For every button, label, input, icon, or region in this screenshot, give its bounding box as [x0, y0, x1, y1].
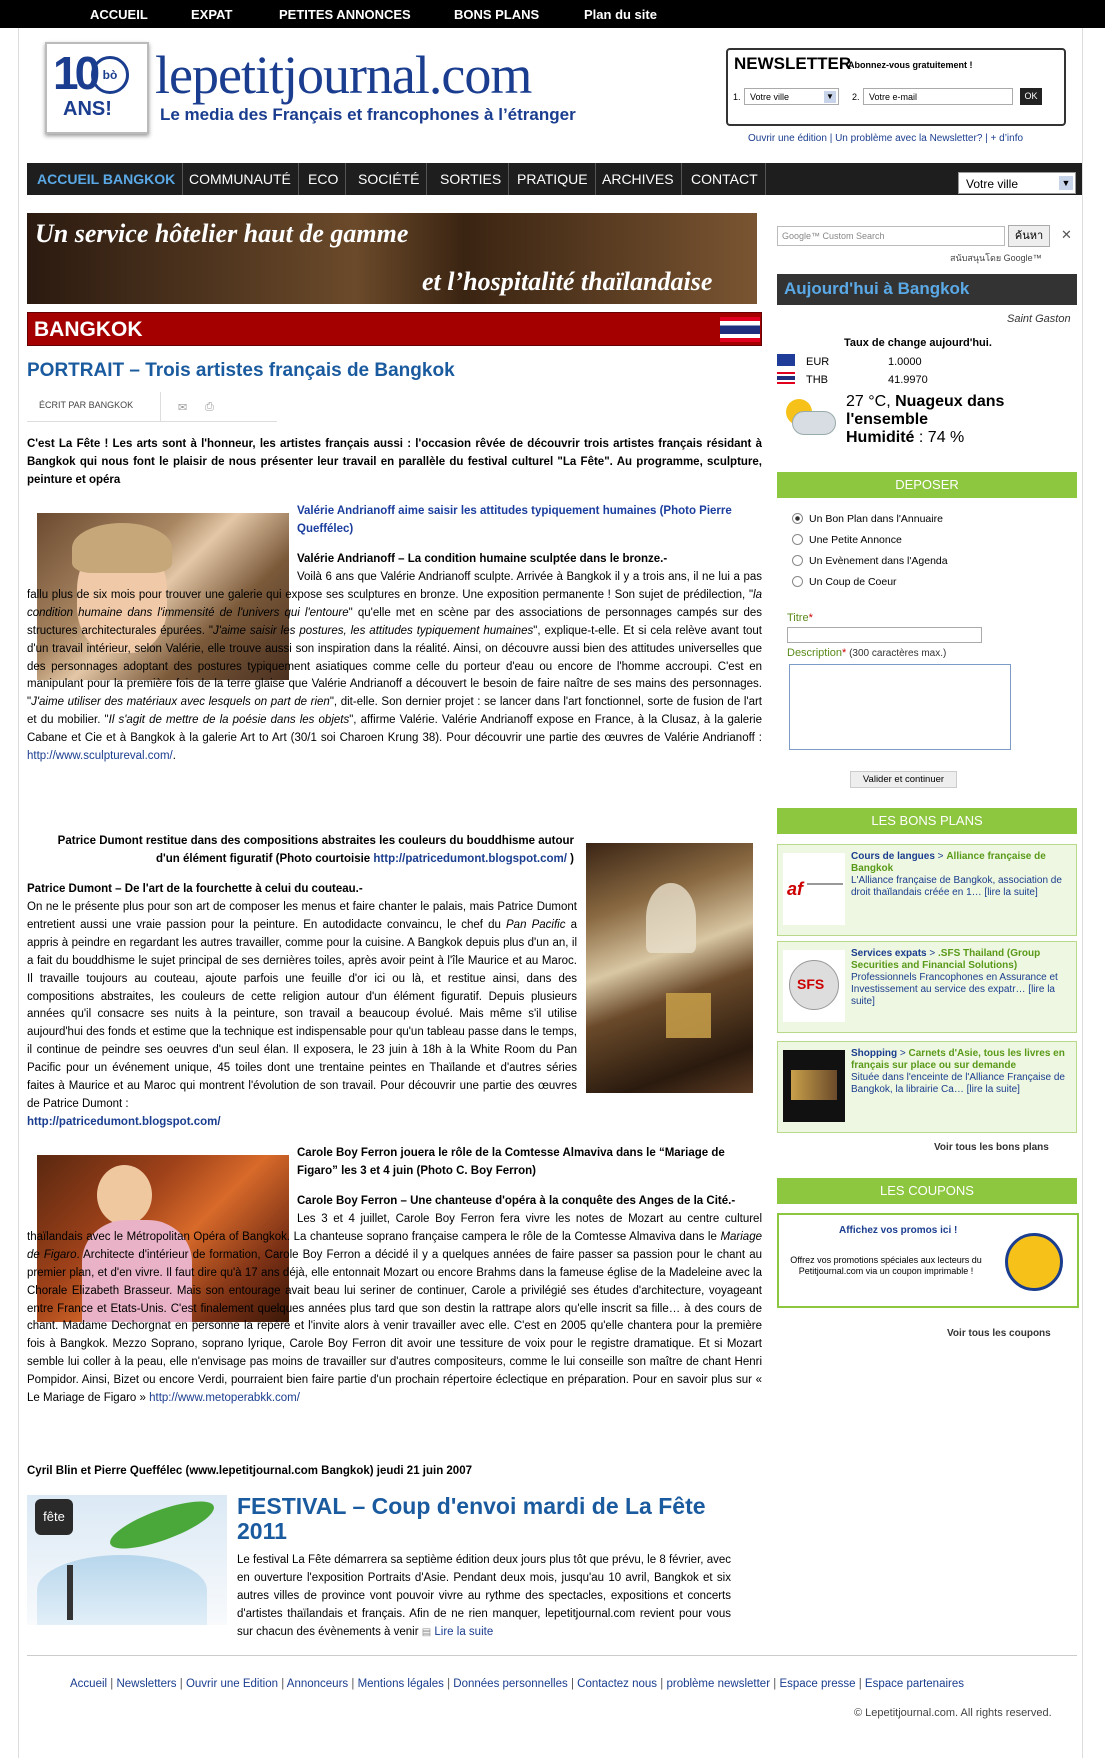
coupon-title: Affichez vos promos ici !	[839, 1225, 958, 1236]
description-hint: (300 caractères max.)	[846, 648, 947, 659]
footer-espace-partenaires[interactable]: Espace partenaires	[864, 1678, 965, 1690]
radio-bon-plan-label: Un Bon Plan dans l'Annuaire	[809, 513, 943, 525]
nav-communaute[interactable]: COMMUNAUTÉ	[182, 163, 299, 195]
thai-flag-icon	[777, 372, 795, 384]
site-tagline: Le media des Français et francophones à l’étranger	[160, 105, 576, 124]
titre-field[interactable]	[787, 627, 982, 643]
body-patrice	[27, 899, 577, 1114]
description-required-mark: *	[842, 647, 847, 659]
caption-patrice	[37, 833, 574, 869]
humidity-label: Humidité	[846, 429, 915, 446]
bon-plan-desc[interactable]: L'Alliance française de Bangkok, association de droit thaïlandais créée en 1… [lire la suite]	[851, 875, 1062, 898]
body-valerie-text-4: ", dit-elle. Son dernier projet : se lancer dans l'art fonctionnel, sorte de fusion de l'art et du mobilier. "	[27, 696, 763, 727]
bon-plan-name[interactable]: .SFS Thailand (Group Securities and Financial Solutions)	[851, 948, 1041, 971]
af-logo-text: af	[787, 879, 804, 899]
print-icon[interactable]: ⎙	[205, 401, 214, 413]
bon-plan-text	[851, 851, 1073, 899]
nav-eco[interactable]: ECO	[301, 163, 346, 195]
body-patrice-text-1: On ne le présente plus pour son art de composer les menus et faire chanter le palais, mais Patrice Dumont entretient aussi une vraie passion pour la peinture. En autodidacte convaincu, le chef du	[27, 901, 577, 931]
newsletter-ok-button[interactable]: OK	[1020, 88, 1042, 105]
radio-petite-annonce[interactable]	[792, 534, 902, 546]
coupons-header: LES COUPONS	[777, 1178, 1077, 1204]
nav-contact[interactable]: CONTACT	[684, 163, 766, 195]
link-sculptureval[interactable]: http://www.sculptureval.com/	[27, 750, 173, 763]
humidity-value: : 74 %	[914, 429, 965, 446]
newsletter-step-1: 1.	[733, 92, 741, 102]
newsletter-title: NEWSLETTER	[734, 54, 852, 73]
radio-coup-de-coeur[interactable]	[792, 576, 897, 588]
topnav-expat[interactable]: EXPAT	[191, 7, 233, 22]
article-byline: ÉCRIT PAR BANGKOK	[39, 400, 134, 410]
radio-evenement[interactable]	[792, 555, 948, 567]
caption-patrice-text: Patrice Dumont restitue dans des compositions abstraites les couleurs du bouddhisme autour d'un élément figuratif (Photo courtoisie	[57, 835, 574, 865]
bon-plan-text	[851, 948, 1073, 1008]
body-valerie-quote-3: J'aime utiliser des matériaux avec lesquels on part de rien	[31, 696, 330, 709]
read-more-icon: ▤	[421, 1626, 432, 1638]
copyright: © Lepetitjournal.com. All rights reserved.	[854, 1707, 1052, 1719]
radio-bon-plan[interactable]	[792, 513, 943, 525]
radio-icon	[792, 576, 803, 587]
body-valerie-quote-2: J'aime saisir les postures, les attitudes typiquement humaines	[213, 624, 534, 637]
saint-of-day: Saint Gaston	[1007, 313, 1071, 325]
meta-divider	[160, 392, 161, 422]
bon-plan-name[interactable]: Carnets d'Asie, tous les livres en français sur place ou sur demande	[851, 1048, 1065, 1071]
bons-plans-header: LES BONS PLANS	[777, 808, 1077, 834]
article-title: PORTRAIT – Trois artistes français de Bangkok	[27, 360, 455, 381]
footer-contactez-nous[interactable]: Contactez nous	[577, 1678, 658, 1690]
description-textarea[interactable]	[789, 664, 1011, 750]
body-patrice-italic: Pan Pacific	[506, 918, 566, 931]
bon-plan-sep: >	[897, 1048, 909, 1059]
body-valerie-text-5: ", affirme Valérie. Valérie Andrianoff expose en France, à la Clusaz, à la galerie Cabane et Cie et à Bangkok à la galerie Art to Art (30/1 soi Charoen Krung 38). Pour découvrir une partie des œuvres de Valérie Andrianoff :	[27, 714, 762, 745]
bon-plan-category[interactable]: Cours de langues	[851, 851, 935, 862]
bon-plan-card[interactable]	[777, 941, 1077, 1033]
newsletter-box	[726, 48, 1066, 126]
description-label-text: Description	[787, 647, 843, 659]
caption-valerie: Valérie Andrianoff aime saisir les attitudes typiquement humaines (Photo Pierre Queffélec)	[297, 505, 732, 535]
body-carole-text-1: Les 3 et 4 juillet, Carole Boy Ferron fera vivre les notes de Mozart au centre culturel thaïlandais avec le Métropolitan Opéra of Bangkok. La chanteuse soprano française campera le rôle de la Comtesse Almaviva dans le	[27, 1213, 762, 1243]
bon-plan-category[interactable]: Shopping	[851, 1048, 898, 1059]
bon-plan-sep: >	[926, 948, 939, 959]
top-navigation	[0, 0, 1105, 28]
main-navigation	[27, 163, 1082, 195]
city-name: BANGKOK	[34, 318, 143, 341]
banner-line-1: Un service hôtelier haut de gamme	[35, 219, 409, 248]
titre-label	[787, 612, 813, 624]
thai-flag-icon	[720, 317, 760, 342]
body-patrice-text-2: a appris à peindre en regardant les autres travailler, comme pour la cuisine. A Bangkok depuis plus d'un an, il a fait du bouddhisme le sujet principal de ses dernières toiles, après avoir peint à l'île Maurice et au Maroc. Il travaille toujours au couteau, ajoute parfois une feuille d'or ici ou là, et restitue ainsi, dans des compositions abstraites, les couleurs de cette religion autour d'un élément figuratif. Depuis plusieurs années qu'il consacre ses nuits à la peinture, son travail a beaucoup évolué. Mais même s'il utilise aujourd'hui des fonds et estime que la technique est indispensable pour qu'un tableau passe dans le temps, il continue de peindre ses oeuvres d'un seul élan. Il exposera, le 23 juin à 18h à la White Room du Pan Pacific pour un événement unique, 45 toiles dont une trentaine peintes en Thaïlande et d'autres séries faites à Maurice et au Maroc qui montrent l'évolution de son travail. Pour découvrir une partie des œuvres de Patrice Dumont :	[27, 918, 578, 1110]
nav-societe[interactable]: SOCIÉTÉ	[351, 163, 427, 195]
city-header	[27, 312, 762, 346]
body-valerie-quote-4: Il s'agit de mettre de la poésie dans les objets	[108, 714, 350, 727]
footer-annonceurs[interactable]: Annonceurs	[286, 1678, 349, 1690]
nav-archives[interactable]: ARCHIVES	[595, 163, 682, 195]
coupon-promo-box[interactable]	[777, 1213, 1079, 1308]
newsletter-step-2: 2.	[852, 92, 860, 102]
body-carole	[27, 1211, 762, 1408]
newsletter-links[interactable]: Ouvrir une édition | Un problème avec la Newsletter? | + d’info	[748, 133, 1024, 144]
search-button[interactable]: ค้นหา	[1008, 225, 1050, 247]
voir-coupons-link[interactable]: Voir tous les coupons	[947, 1328, 1051, 1339]
body-valerie-text-3: ", explique-t-elle. Et si cela relève avant tout d'un travail intérieur, selon Valérie, elle trouve aussi son inspiration dans la réalité. Ainsi, on découvre aussi bien des attitudes universelles que des personnages adoptant des postures typiquement asiatiques comme celle du porteur d'eau ou encore de l'homme accroupi. C'est en manipulant pour la première fois de la terre glaise que Valérie Andrianoff a découvert le besoin de faire naître de ses mains des personnages. "	[27, 624, 762, 709]
radio-evenement-label: Un Evènement dans l'Agenda	[809, 555, 948, 567]
bon-plan-category[interactable]: Services expats	[851, 948, 927, 959]
nav-city-select[interactable]	[958, 172, 1076, 194]
next-article-text: Le festival La Fête démarrera sa septième édition deux jours plus tôt que prévu, le 8 février, avec en ouverture l'exposition Portraits d'Asie. Pendant deux mois, jusqu'au 10 avril, Bangkok et six autres villes de province vont pouvoir vivre au rythme des spectacles, expositions et concerts d'artistes thaïlandais et français. Afin de ne rien manquer, lepetitjournal.com revient pour vous sur chacun des évènements à venir	[237, 1554, 731, 1638]
fx-title: Taux de change aujourd'hui.	[844, 337, 992, 349]
coupon-mascot-icon	[1005, 1233, 1063, 1291]
close-icon[interactable]: ✕	[1061, 227, 1072, 242]
link-metoperabkk[interactable]: http://www.metoperabkk.com/	[149, 1392, 300, 1405]
fete-logo-text: fête	[43, 1509, 65, 1524]
eu-flag-icon	[777, 354, 795, 366]
alliance-francaise-logo	[783, 853, 845, 925]
weather-sky: Nuageux dans l'ensemble	[846, 393, 1005, 428]
nav-pratique[interactable]: PRATIQUE	[510, 163, 596, 195]
bon-plan-desc[interactable]: Située dans l'enceinte de l'Alliance Française de Bangkok, la librairie Ca… [lire la suite]	[851, 1072, 1065, 1095]
sfs-logo-text: SFS	[797, 976, 825, 992]
footer-donnees-personnelles[interactable]: Données personnelles	[453, 1678, 568, 1690]
newsletter-subtitle: Abonnez-vous gratuitement !	[848, 60, 973, 70]
radio-coup-de-coeur-label: Un Coup de Coeur	[809, 576, 897, 588]
footer-espace-presse[interactable]: Espace presse	[779, 1678, 856, 1690]
topnav-accueil[interactable]: ACCUEIL	[90, 7, 148, 22]
body-valerie-text-2: " qu'elle met en scène par des associations de personnages campés sur des structures architecturales épurées. "	[27, 606, 762, 637]
footer-links: Accueil | Newsletters | Ouvrir une Edition | Annonceurs | Mentions légales | Données personnelles | Contactez nous | problème newsletter | Espace presse | Espace partenaires	[70, 1678, 965, 1690]
search-powered-by: สนับสนุนโดย Google™	[950, 253, 1042, 263]
footer-newsletters[interactable]: Newsletters	[116, 1678, 177, 1690]
newsletter-email-field[interactable]: Votre e-mail	[863, 88, 1013, 105]
nav-city-value: Votre ville	[966, 177, 1019, 191]
caption-patrice-link[interactable]: http://patricedumont.blogspot.com/	[373, 852, 567, 865]
body-valerie: Voilà 6 ans que Valérie Andrianoff sculpte. Arrivée à Bangkok il y a trois ans, il ne lui a pas fallu plus de six mois pour trouver une galerie qui expose ses sculptures en bronze. Une exposition permanente ! Son sujet de prédilection, "la condition humaine dans l'immensité de l'univers qui l'entoure" qu'elle met en scène par des associations de personnages campés sur des structures architecturales épurées. "J'aime saisir les postures, les attitudes typiquement humaines", explique-t-elle. Et si cela relève avant tout d'un travail intérieur, selon Valérie, elle trouve aussi son inspiration dans la réalité. Ainsi, on découvre aussi bien des attitudes universelles que des personnages adoptant des postures typiquement asiatiques comme celle du porteur d'eau ou encore de l'homme accroupi. C'est en manipulant pour la première fois de la terre glaise que Valérie Andrianoff a découvert le besoin de faire naître de ses mains des personnages. "J'aime utiliser des matériaux avec lesquels on part de rien", dit-elle. Son dernier projet : se lancer dans l'art fonctionnel, sorte de fusion de l'art et du mobilier. "Il s'agit de mettre de la poésie dans les objets", affirme Valérie. Valérie Andrianoff expose en France, à la Clusaz, à la galerie Cabane et Cie et à Bangkok à la galerie Art to Art (30/1 soi Charoen Krung 38). Pour découvrir une partie des œuvres de Valérie Andrianoff : http://www.sculptureval.com/.	[27, 571, 763, 763]
article-signature: Cyril Blin et Pierre Queffélec (www.lepetitjournal.com Bangkok) jeudi 21 juin 2007	[27, 1465, 472, 1477]
newsletter-city-value: Votre ville	[750, 92, 790, 102]
radio-icon	[792, 555, 803, 566]
description-label	[787, 647, 946, 659]
bon-plan-desc[interactable]: Professionnels Francophones en Assurance et Investissement au service des expatr… [lire la suite]	[851, 972, 1058, 1007]
nav-accueil-bangkok[interactable]: ACCUEIL BANGKOK	[27, 163, 183, 195]
today-header: Aujourd'hui à Bangkok	[777, 274, 1077, 305]
caption-carole: Carole Boy Ferron jouera le rôle de la Comtesse Almaviva dans le “Mariage de Figaro” les 3 et 4 juin (Photo C. Boy Ferron)	[297, 1147, 725, 1177]
banner-line-2: et l’hospitalité thaïlandaise	[422, 267, 713, 296]
fx-eur-rate: 1.0000	[888, 356, 922, 368]
bon-plan-name[interactable]: Alliance française de Bangkok	[851, 851, 1046, 874]
nav-sorties[interactable]: SORTIES	[433, 163, 509, 195]
caption-patrice-end: )	[566, 852, 574, 865]
radio-icon	[792, 513, 803, 524]
bon-plan-card[interactable]	[777, 1041, 1077, 1133]
footer-divider	[27, 1655, 1077, 1656]
voir-bons-plans-link[interactable]: Voir tous les bons plans	[934, 1142, 1049, 1153]
heading-valerie: Valérie Andrianoff – La condition humaine sculptée dans le bronze.-	[297, 553, 668, 565]
weather-cloud-sun-icon	[780, 397, 840, 439]
anniversary-circle-icon: bò	[91, 56, 129, 94]
newsletter-city-select[interactable]	[744, 88, 839, 105]
weather-temp: 27 °C,	[846, 393, 891, 410]
heading-carole: Carole Boy Ferron – Une chanteuse d'opéra à la conquête des Anges de la Cité.-	[297, 1195, 736, 1207]
topnav-plan-du-site[interactable]: Plan du site	[584, 7, 657, 22]
read-more-link[interactable]: Lire la suite	[434, 1625, 494, 1638]
footer-mentions-legales[interactable]: Mentions légales	[357, 1678, 444, 1690]
chevron-down-icon: ▼	[1059, 176, 1073, 190]
next-article-title[interactable]: FESTIVAL – Coup d'envoi mardi de La Fête 2011	[237, 1493, 706, 1544]
body-carole-italic: Mariage de Figaro	[27, 1230, 762, 1261]
site-name[interactable]: lepetitjournal.com	[155, 45, 532, 105]
topnav-petites-annonces[interactable]: PETITES ANNONCES	[279, 7, 411, 22]
photo-patrice-painting	[586, 843, 753, 1093]
deposer-header: DEPOSER	[777, 472, 1077, 498]
weather-info	[846, 393, 1061, 447]
bon-plan-text	[851, 1048, 1073, 1096]
footer-accueil[interactable]: Accueil	[70, 1678, 108, 1690]
article-intro: C'est La Fête ! Les arts sont à l'honneur, les artistes français aussi : l'occasion rêvée de découvrir trois artistes français résidant à Bangkok qui nous font le plaisir de nous présenter leur travail en parallèle du festival culturel "La Fête". Au programme, sculpture, peinture et opéra	[27, 438, 762, 486]
next-article-body	[237, 1552, 731, 1642]
heading-patrice: Patrice Dumont – De l'art de la fourchette à celui du couteau.-	[27, 883, 363, 895]
titre-required-mark: *	[808, 612, 813, 624]
body-carole-text-2: . Architecte d'intérieur de formation, Carole Boy Ferron a décidé il y a quelques années de faire passer sa passion pour le chant au premier plan, et d'en vivre. Il faut dire qu'à 17 ans déjà, elle entonnait Mozart ou encore Brahms dans la fameuse église de la Madeleine avec la Chorale Elizabeth Brasseur. Mais son entourage avait beau lui seriner de continuer, Carole a privilégié ses études d'architecture, voyageant entre France et Etats-Unis. C'est finalement quelques années plus tard que son destin la rattrape alors qu'elle inscrit sa fille… à des cours de chant. Madame Dechorgnat en personne la repère et l'invite alors à venir travailler avec elle. C'est en 2005 qu'elle chantera pour la première fois à Bangkok. Mezzo Soprano, soprano lyrique, Carole Boy Ferron dit avoir une tessiture de voix pour le registre dramatique. Et si Mozart semble lui coller à la peau, elle n'envisage pas moins de travailler sur d'autres compositeurs, comme le lui conseille son maître de chant Henri Pompidor. Ainsi, Bizet ou encore Verdi, pourraient bien faire partie d'un prochain répertoire éclectique en préparation. Pour en savoir plus sur « Le Mariage de Figaro »	[27, 1248, 763, 1405]
anniversary-logo[interactable]	[45, 42, 149, 134]
radio-icon	[792, 534, 803, 545]
search-input[interactable]: Google™ Custom Search	[777, 226, 1005, 246]
radio-petite-annonce-label: Une Petite Annonce	[809, 534, 902, 546]
titre-label-text: Titre	[787, 612, 809, 624]
fx-thb-rate: 41.9970	[888, 374, 928, 386]
bon-plan-sep: >	[934, 851, 947, 862]
sfs-logo	[783, 950, 845, 1022]
festival-image[interactable]	[27, 1495, 227, 1625]
fx-eur-code: EUR	[806, 356, 830, 368]
fete-logo	[35, 1499, 73, 1535]
topnav-bons-plans[interactable]: BONS PLANS	[454, 7, 540, 22]
chevron-down-icon: ▼	[824, 91, 836, 103]
submit-button[interactable]: Valider et continuer	[850, 771, 957, 788]
footer-ouvrir-edition[interactable]: Ouvrir une Edition	[185, 1678, 279, 1690]
carnets-asie-logo	[783, 1050, 845, 1122]
article-meta	[27, 392, 277, 422]
body-valerie-text-1: Voilà 6 ans que Valérie Andrianoff sculpte. Arrivée à Bangkok il y a trois ans, il ne lui a pas fallu plus de six mois pour trouver une galerie qui expose ses sculptures en bronze. Une exposition permanente ! Son sujet de prédilection, "	[27, 571, 762, 601]
fx-thb-code: THB	[806, 374, 828, 386]
anniversary-label: ANS!	[63, 98, 112, 120]
bon-plan-card[interactable]	[777, 844, 1077, 936]
anniversary-number: 10	[53, 47, 97, 99]
email-icon[interactable]: ✉	[178, 402, 188, 414]
body-valerie-quote-1: la condition humaine dans l'immensité de l'univers qui l'entoure	[27, 588, 762, 619]
hotel-ad-banner[interactable]	[27, 213, 757, 304]
footer-probleme-newsletter[interactable]: problème newsletter	[666, 1678, 771, 1690]
coupon-text: Offrez vos promotions spéciales aux lecteurs du Petitjournal.com via un coupon imprimable !	[790, 1255, 982, 1276]
link-patricedumont[interactable]: http://patricedumont.blogspot.com/	[27, 1116, 221, 1128]
